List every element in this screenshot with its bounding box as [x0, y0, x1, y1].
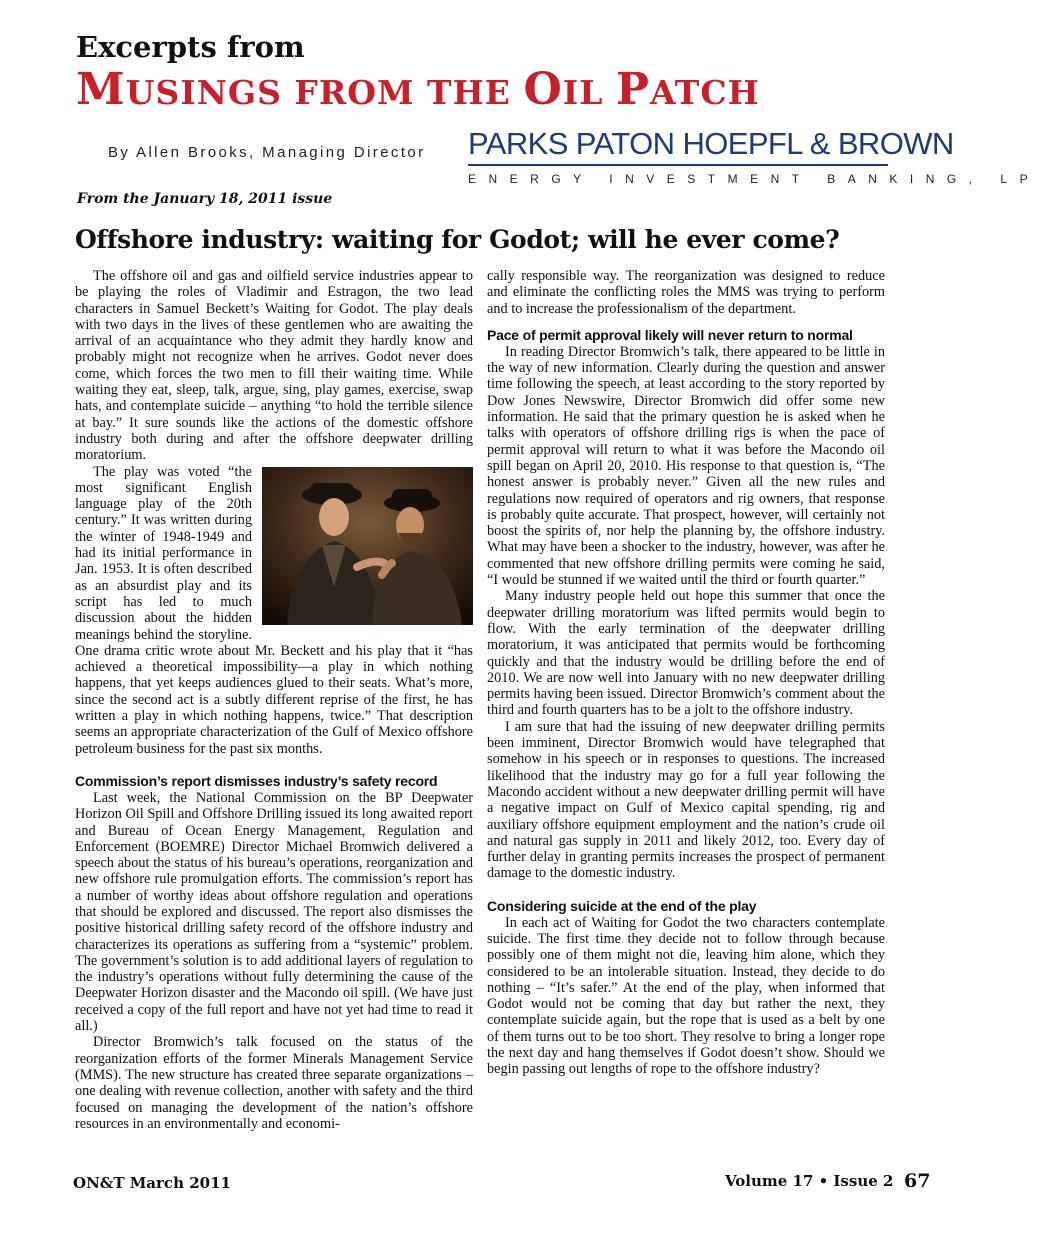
- footer-volume: Volume 17 • Issue 2: [725, 1172, 894, 1190]
- kicker: Excerpts from: [76, 30, 305, 64]
- article-paragraph: Last week, the National Commission on the BP Deepwater Horizon Oil Spill and Offshore Drilling issued its long awaited report and Bureau of Ocean Energy Management, Regulation and Enforcement (BOEMRE) Director Michael Bromwich delivered a speech about the status of his bureau’s operations, reorganization and new offshore rule promulgation efforts. The commission’s report has a number of worthy ideas about offshore regulation and operations that should be explored and discussed. The report also dismisses the positive historical drilling safety record of the offshore industry and characterizes its operations as suffering from a “systemic” problem. The government’s solution is to add additional layers of regulation to the industry’s operations without fully determining the cause of the Deepwater Horizon disaster and the Macondo oil spill. (We have just received a copy of the full report and have not yet had time to read it all.): [75, 789, 473, 1035]
- series-title-part: M: [76, 64, 126, 115]
- series-title-part: IL: [562, 73, 616, 112]
- article-column-right: [487, 268, 885, 1078]
- logo-name: PARKS PATON HOEPFL & BROWN: [468, 126, 954, 161]
- series-title-part: USINGS FROM THE: [125, 73, 524, 112]
- series-title: [76, 64, 760, 115]
- section-heading: Pace of permit approval likely will never return to normal: [487, 326, 853, 343]
- footer-publication: ON&T March 2011: [73, 1174, 231, 1192]
- headline: Offshore industry: waiting for Godot; will he ever come?: [75, 225, 840, 254]
- series-title-part: ATCH: [650, 73, 760, 112]
- byline: By Allen Brooks, Managing Director: [108, 144, 426, 161]
- play-photo: [262, 467, 473, 625]
- issue-line: From the January 18, 2011 issue: [77, 191, 333, 207]
- article-paragraph: cally responsible way. The reorganization was designed to reduce and eliminate the conflicting roles the MMS was trying to perform and to increase the professionalism of the department.: [487, 268, 885, 317]
- article-paragraph: In each act of Waiting for Godot the two characters contemplate suicide. The first time they decide not to follow through because possibly one of them might not die, leaving him alone, which they considered to be an intolerable situation. Instead, they decide to do nothing – “It’s safer.” At the end of the play, when informed that Godot would not be coming that day but rather the next, they contemplate suicide again, but the rope that is used as a belt by one of them turns out to be too short. They resolve to bring a longer rope the next day and hang themselves if Godot doesn’t show. Should we begin passing out lengths of rope to the offshore industry?: [487, 914, 885, 1078]
- series-title-part: P: [615, 64, 650, 115]
- series-title-part: O: [523, 64, 563, 115]
- page-number: 67: [904, 1170, 931, 1192]
- section-heading: Considering suicide at the end of the play: [487, 897, 757, 914]
- firm-logo: [468, 126, 1040, 186]
- article-paragraph: In reading Director Bromwich’s talk, there appeared to be little in the way of new information. Clearly during the question and answer time following the speech, at least according to the story reported by Dow Jones Newswire, Director Bromwich did offer some new information. He said that the primary question he is asked when he talks with operators of offshore drilling rigs is when the pace of permit approval will return to what it was before the Macondo oil spill began on April 20, 2010. His response to that question is, “The honest answer is probably never.” Given all the new rules and regulations now required of operators and rig owners, that response is probably quite accurate. That prospect, however, will certainly not boost the spirits of, nor help the planning by, the offshore industry. What may have been a shocker to the industry, however, was after he commented that new offshore drilling permits were coming he said, “I would be stunned if we waited until the third or fourth quarter.”: [487, 343, 885, 589]
- article-paragraph: I am sure that had the issuing of new deepwater drilling permits been imminent, Director Bromwich would have telegraphed that somehow in his speech or in responses to questions. The increased likelihood that the industry may go for a full year following the Macondo accident without a new deepwater drilling permit will have a negative impact on Gulf of Mexico capital spending, rig and auxiliary offshore equipment employment and the nation’s crude oil and natural gas supply in 2011 and likely 2012, too. Every day of further delay in granting permits increases the prospect of permanent damage to the domestic industry.: [487, 718, 885, 882]
- article-paragraph: The offshore oil and gas and oilfield service industries appear to be playing the roles of Vladimir and Estragon, the two lead characters in Samuel Beckett’s Waiting for Godot. The play deals with two days in the lives of these gentlemen who are awaiting the arrival of an acquaintance who they admit they hardly know and probably might not recognize when he arrives. Godot never does come, which forces the two men to fill their waiting time. While waiting they eat, sleep, talk, argue, sing, play games, exercise, swap hats, and contemplate suicide – anything “to hold the terrible silence at bay.” It sure sounds like the actions of the domestic offshore industry both during and after the offshore deepwater drilling moratorium.: [75, 268, 473, 464]
- article-column-left: [75, 268, 473, 1132]
- article-paragraph: Many industry people held out hope this summer that once the deepwater drilling moratorium was lifted permits would begin to flow. With the early termination of the deepwater drilling moratorium, it was anticipated that permits would be forthcoming quickly and that the industry would be drilling before the end of 2010. We are now well into January with no new deepwater drilling permits having been issued. Director Bromwich’s comment about the third and fourth quarters has to be a jolt to the offshore industry.: [487, 588, 885, 719]
- section-heading: Commission’s report dismisses industry’s safety record: [75, 772, 438, 789]
- logo-tagline: ENERGY INVESTMENT BANKING, LP: [468, 172, 1040, 186]
- logo-rule: [468, 164, 888, 166]
- article-paragraph: The play was voted “the most significant English language play of the 20th century.” It was written during the winter of 1948-1949 and had its initial performance in Jan. 1953. It is often described as an absurdist play and its script has led to much discussion about the hidden meanings behind the storyline. One drama critic wrote about Mr. Beckett and his play that it “has achieved a theoretical impossibility—a play in which nothing happens, that yet keeps audiences glued to their seats. What’s more, since the second act is a subtly different reprise of the first, he has written a play in which nothing happens, twice.” That description seems an appropriate characterization of the Gulf of Mexico offshore petroleum business for the past six months.: [75, 463, 473, 757]
- article-paragraph: Director Bromwich’s talk focused on the status of the reorganization efforts of the former Minerals Management Service (MMS). The new structure has created three separate organizations – one dealing with revenue collection, another with safety and the third focused on managing the development of the nation’s offshore resources in an environmentally and economi-: [75, 1034, 473, 1132]
